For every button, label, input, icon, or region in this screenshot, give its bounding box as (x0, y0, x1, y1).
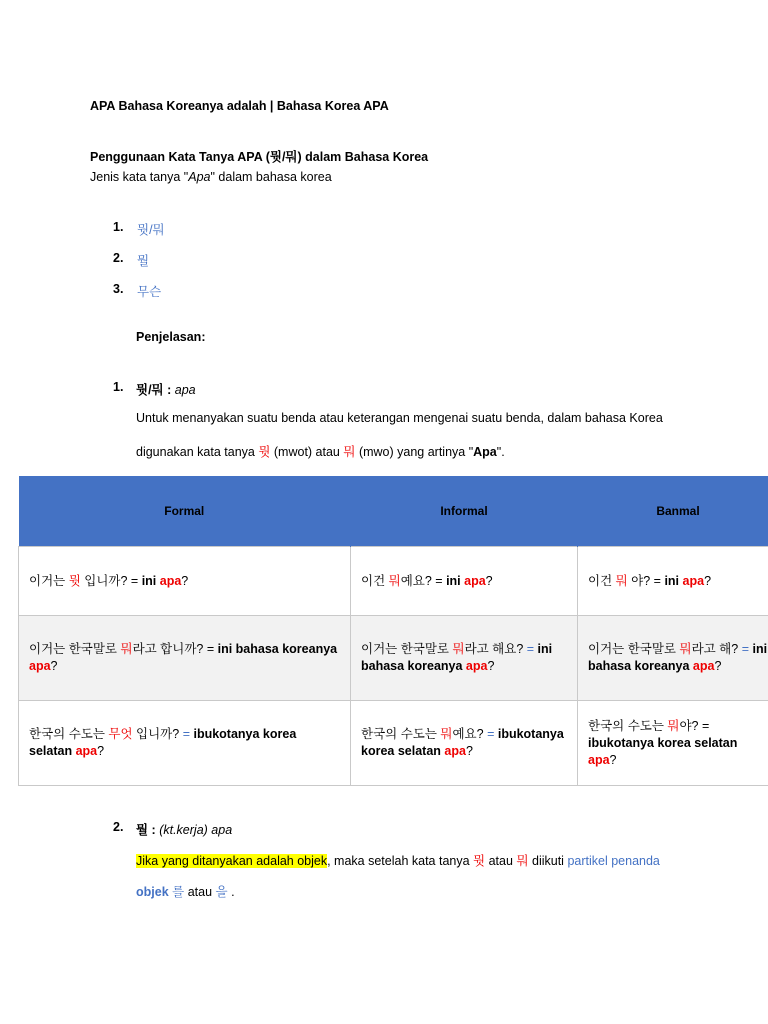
table-cell: 이건 뭐 야? = ini apa? (578, 547, 768, 616)
item-number: 1. (113, 380, 124, 394)
item2-text-line2: objek 를 atau 을 . (136, 885, 235, 899)
list-item-number: 3. (113, 282, 124, 296)
table-cell: 한국의 수도는 무엇 입니까? = ibukotanya korea selatan apa? (19, 701, 351, 786)
list-item-number: 2. (113, 251, 124, 265)
list-item-number: 1. (113, 220, 124, 234)
item1-heading: 뭣/뭐 : apa (136, 383, 196, 397)
header-formal: Formal (19, 476, 351, 547)
list-item: 뭘 (137, 254, 150, 268)
item1-text-line2: digunakan kata tanya 뭣 (mwot) atau 뭐 (mwo) yang artinya "Apa". (136, 445, 505, 459)
section-subtitle: Penggunaan Kata Tanya APA (뭣/뭐) dalam Bahasa Korea (90, 150, 429, 164)
table-cell: 이건 뭐예요? = ini apa? (351, 547, 578, 616)
politeness-levels-table (18, 476, 768, 786)
table-cell: 이거는 한국말로 뭐라고 해? = ini bahasa koreanya apa? (578, 616, 768, 701)
explanation-heading: Penjelasan: (136, 330, 206, 344)
item2-heading: 뭘 : (kt.kerja) apa (136, 823, 233, 837)
header-banmal: Banmal (578, 476, 768, 547)
document-title: APA Bahasa Koreanya adalah | Bahasa Korea APA (90, 99, 389, 113)
table-row (19, 701, 768, 786)
table-cell: 이거는 한국말로 뭐라고 합니까? = ini bahasa koreanya apa? (19, 616, 351, 701)
item-number: 2. (113, 820, 124, 834)
intro-line: Jenis kata tanya "Apa" dalam bahasa korea (90, 170, 332, 184)
table-cell: 한국의 수도는 뭐야? = ibukotanya korea selatan apa? (578, 701, 768, 786)
item2-text-line1: Jika yang ditanyakan adalah objek, maka setelah kata tanya 뭣 atau 뭐 diikuti partikel penanda (136, 854, 660, 868)
table-cell: 한국의 수도는 뭐예요? = ibukotanya korea selatan apa? (351, 701, 578, 786)
list-item: 뭣/뭐 (137, 223, 165, 237)
table-row (19, 616, 768, 701)
table-cell: 이거는 한국말로 뭐라고 해요? = ini bahasa koreanya apa? (351, 616, 578, 701)
list-item: 무슨 (137, 285, 162, 299)
table-header-row (19, 476, 768, 547)
table-row (19, 547, 768, 616)
item1-text-line1: Untuk menanyakan suatu benda atau keterangan mengenai suatu benda, dalam bahasa Korea (136, 411, 663, 425)
table-cell: 이거는 뭣 입니까? = ini apa? (19, 547, 351, 616)
header-informal: Informal (351, 476, 578, 547)
